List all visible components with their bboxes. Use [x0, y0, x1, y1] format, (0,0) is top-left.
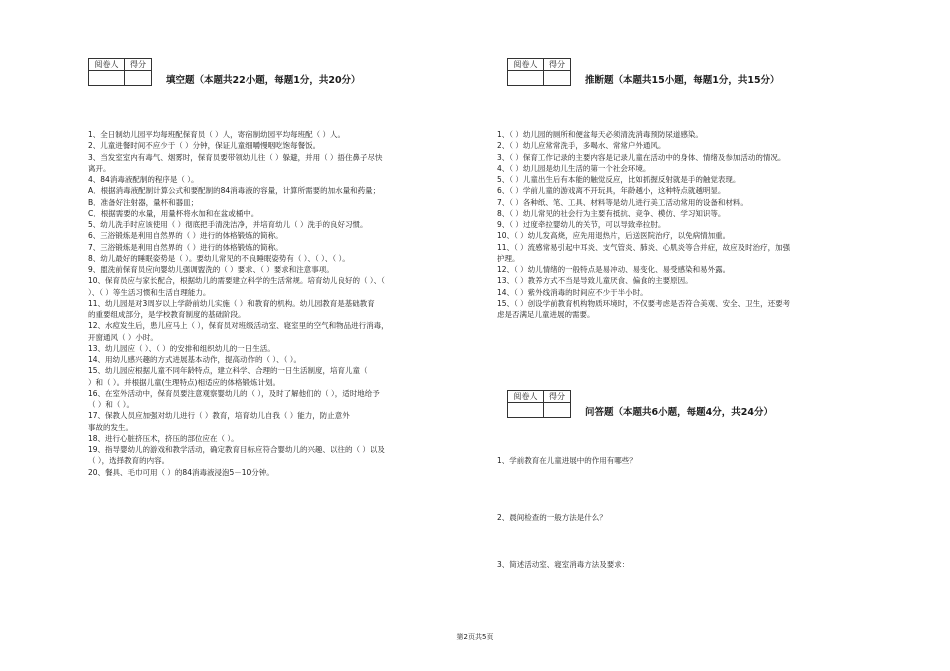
fill-question-line: 20、餐具、毛巾可用（ ）的84消毒液浸泡5－10分钟。 — [88, 467, 274, 477]
judge-question — [497, 152, 902, 163]
score-cell — [544, 71, 571, 86]
judge-question-line: 13、（ ）教养方式不当是导致儿童厌食、偏食的主要原因。 — [497, 276, 693, 286]
fill-question — [88, 230, 493, 241]
judge-question-line: 7、（ ）各种纸、笔、工具、材料等是幼儿进行美工活动常用的设备和材料。 — [497, 197, 748, 207]
judge-question-line: 5、（ ）儿童出生后有本能的触觉反应，比如抓握反射就是手的触觉表现。 — [497, 175, 741, 184]
judge-question-line: 8、（ ）幼儿常见的社会行为主要有抵抗、竞争、模仿、学习知识等。 — [497, 208, 726, 218]
reviewer-cell — [89, 71, 125, 86]
fill-question — [88, 129, 493, 140]
fill-question-line: 16、在室外活动中，保育员要注意观察婴幼儿的（ ），及时了解他们的（ ），适时地给予 — [88, 388, 380, 398]
fill-question-line: 18、进行心脏挤压术，挤压的部位应在（ ）。 — [88, 433, 239, 443]
fill-question-line: （ ），选择教育的内容。 — [88, 456, 170, 466]
essay-question: 3、简述活动室、寝室消毒方法及要求： — [497, 560, 630, 569]
essay-question: 1、学前教育在儿童进展中的作用有哪些？ — [497, 456, 637, 465]
fill-question — [88, 174, 493, 185]
fill-question-line: ）和（ ）。并根据儿童(生理特点)相适应的体格锻炼计划。 — [88, 377, 280, 387]
reviewer-label: 阅卷人 — [89, 59, 125, 71]
judge-question — [497, 140, 902, 151]
judge-question — [497, 242, 902, 265]
fill-question — [88, 219, 493, 230]
judge-question-line: 3、（ ）保育工作记录的主要内容是记录儿童在活动中的身体、情绪及参加活动的情况。 — [497, 152, 786, 162]
fill-question — [88, 343, 493, 354]
fill-question — [88, 264, 493, 275]
judge-question — [497, 185, 902, 196]
fill-question — [88, 444, 493, 467]
score-box-judge — [507, 58, 571, 86]
judge-section-title: 推断题（本题共15小题，每题1分，共15分） — [585, 75, 780, 86]
fill-question — [88, 388, 493, 411]
judge-question — [497, 174, 902, 185]
fill-question-line: 12、水痘发生后，患儿应马上（ ），保育员对班级活动室、寝室里的空气和物品进行消毒， — [88, 321, 389, 331]
essay-section-title: 问答题（本题共6小题，每题4分，共24分） — [585, 407, 773, 418]
judge-question — [497, 264, 902, 275]
fill-question-line: 11、幼儿园是对3周岁以上学龄前幼儿实施（ ）和教育的机构。幼儿园教育是基础教育 — [88, 298, 375, 308]
judge-question-line: 6、（ ）学前儿童的游戏离不开玩具，年龄越小，这种特点就越明显。 — [497, 186, 726, 196]
judge-question-line: 15、（ ）创设学前教育机构物质环境时，不仅要考虑是否符合美观、安全、卫生，还要考 — [497, 298, 791, 308]
essay-question: 2、晨间检查的一般方法是什么？ — [497, 513, 607, 522]
fill-question-line: 7、三浴锻炼是利用自然界的（ ）进行的体格锻炼的简称。 — [88, 242, 283, 252]
fill-question-line: 13、幼儿园应（ ）、（ ）的安排和组织幼儿的一日生活。 — [88, 343, 275, 353]
judge-question — [497, 129, 902, 140]
judge-question-line: 4、（ ）幼儿园是幼儿生活的第一个社会环境。 — [497, 163, 651, 173]
score-box-fill — [88, 58, 152, 86]
fill-question-line: C．根据需要的水量，用量杯将水加和在盆或桶中。 — [88, 208, 259, 218]
fill-question-line: 14、用幼儿感兴趣的方式进展基本动作，提高动作的（ ）、（ ）。 — [88, 355, 302, 364]
fill-question — [88, 152, 493, 175]
fill-question-line: 离开。 — [88, 163, 111, 173]
fill-question-line: （ ）和（ ）。 — [88, 400, 135, 409]
fill-question-line: 3、当发室室内有毒气、烟雾时，保育员要带领幼儿往（ ）躲避，并用（ ）捂住鼻子尽快 — [88, 152, 383, 162]
judge-question — [497, 219, 902, 230]
fill-question — [88, 208, 493, 219]
score-box-essay — [507, 390, 571, 418]
fill-question-line: 9、盥洗前保育员应向婴幼儿强调盥洗的（ ）要求、（ ）要求和注意事项。 — [88, 265, 334, 274]
judge-question-line: 2、（ ）幼儿应常常洗手，多喝水、常常户外通风。 — [497, 141, 666, 151]
fill-question-line: 6、三浴锻炼是利用自然界的（ ）进行的体格锻炼的简称。 — [88, 231, 283, 241]
judge-question — [497, 298, 902, 321]
score-cell — [544, 403, 571, 418]
judge-question-line: 护理。 — [497, 253, 520, 263]
fill-question — [88, 320, 493, 343]
reviewer-cell — [508, 403, 544, 418]
fill-question-line: 19、指导婴幼儿的游戏和教学活动，确定教育目标应符合婴幼儿的兴趣、以往的（ ）以及 — [88, 445, 385, 454]
score-label: 得分 — [544, 391, 571, 403]
judge-question-line: 11、（ ）流感常易引起中耳炎、支气管炎、肺炎、心肌炎等合并症，故应及时治疗，加强 — [497, 242, 791, 252]
fill-question-line: 开窗通风（ ）小时。 — [88, 332, 158, 342]
fill-section-title: 填空题（本题共22小题，每题1分，共20分） — [166, 75, 361, 86]
judge-question — [497, 287, 902, 298]
fill-question — [88, 197, 493, 208]
fill-question — [88, 253, 493, 264]
fill-question-line: 4、84消毒液配制的程序是（ ）。 — [88, 175, 199, 184]
reviewer-label: 阅卷人 — [508, 391, 544, 403]
fill-question — [88, 242, 493, 253]
judge-question-line: 14、（ ）紫外线消毒的时间应不少于半小时。 — [497, 287, 648, 297]
judge-question — [497, 208, 902, 219]
fill-question — [88, 365, 493, 388]
fill-question-line: 8、幼儿最好的睡眠姿势是（ ）。要幼儿常见的不良睡眠姿势有（ ）、（ ）、（ ）。 — [88, 253, 350, 263]
fill-question-line: 15、幼儿园应根据儿童不同年龄特点，建立科学、合理的一日生活制度，培育儿童（ — [88, 366, 368, 376]
fill-question-line: 5、幼儿洗手时应该使用（ ）彻底把手清洗洁净，并培育幼儿（ ）洗手的良好习惯。 — [88, 220, 368, 229]
fill-question — [88, 467, 493, 478]
fill-question-list — [88, 129, 493, 478]
fill-question-line: 17、保教人员应加强对幼儿进行（ ）教育，培育幼儿自我（ ）能力，防止意外 — [88, 411, 350, 421]
fill-question-line: 事故的发生。 — [88, 422, 133, 432]
judge-question-line: 12、（ ）幼儿情绪的一般特点是易冲动、易变化、易受感染和易外露。 — [497, 265, 731, 274]
fill-question-line: 10、保育员应与家长配合，根据幼儿的需要建立科学的生活常规。培育幼儿良好的（ ）、（ — [88, 276, 385, 286]
judge-question-line: 9、（ ）过度牵拉婴幼儿的关节，可以导致牵拉肘。 — [497, 220, 666, 229]
page-footer: 第2页共5页 — [456, 633, 494, 641]
fill-question — [88, 354, 493, 365]
fill-question — [88, 410, 493, 433]
score-cell — [125, 71, 152, 86]
fill-question-line: 2、儿童进餐时间不应少于（ ）分钟，保证儿童细嚼慢咽吃饱每餐饭。 — [88, 141, 321, 151]
judge-question-line: 10、（ ）幼儿发高烧，应先用退热片，后送医院治疗，以免病情加重。 — [497, 231, 731, 241]
fill-question-line: B．准备好注射器，量杯和器皿； — [88, 197, 199, 207]
score-label: 得分 — [125, 59, 152, 71]
fill-question — [88, 275, 493, 298]
judge-question — [497, 163, 902, 174]
judge-question-line: 1、（ ）幼儿园的厕所和便盆每天必须清洗消毒预防尿道感染。 — [497, 130, 703, 139]
reviewer-label: 阅卷人 — [508, 59, 544, 71]
fill-question — [88, 185, 493, 196]
fill-question — [88, 298, 493, 321]
judge-question — [497, 197, 902, 208]
fill-question-line: ）、（ ）等生活习惯和生活自理能力。 — [88, 287, 211, 297]
score-label: 得分 — [544, 59, 571, 71]
judge-question-list — [497, 129, 902, 320]
fill-question — [88, 140, 493, 151]
fill-question-line: 的重要组成部分，是学校教育制度的基础阶段。 — [88, 310, 246, 319]
judge-question — [497, 275, 902, 286]
fill-question-line: A．根据消毒液配制计算公式和要配制的84消毒液的容量，计算所需要的加水量和药量； — [88, 186, 381, 196]
reviewer-cell — [508, 71, 544, 86]
fill-question — [88, 433, 493, 444]
fill-question-line: 1、全日制幼儿园平均每班配保育员（ ）人，寄宿制幼园平均每班配（ ）人。 — [88, 130, 346, 139]
judge-question — [497, 230, 902, 241]
judge-question-line: 虑是否满足儿童进展的需要。 — [497, 310, 595, 319]
